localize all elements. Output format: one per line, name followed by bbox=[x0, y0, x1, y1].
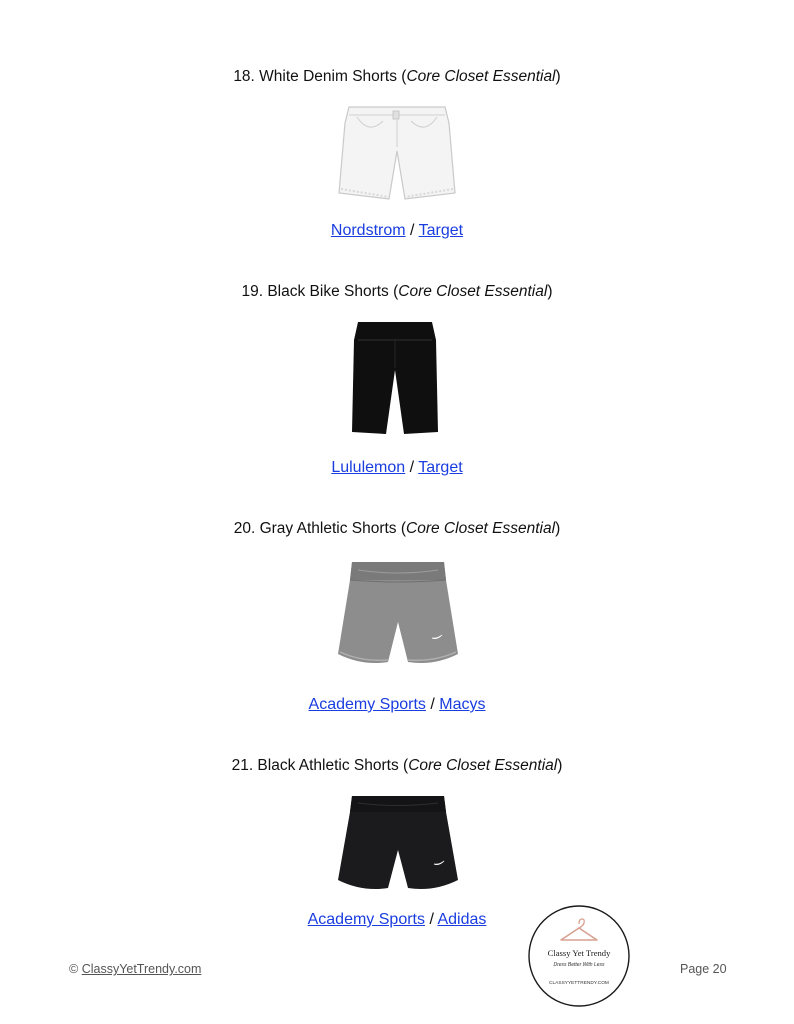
link-academy-sports[interactable]: Academy Sports bbox=[307, 911, 425, 928]
badge-tagline: Dress Better With Less bbox=[553, 962, 605, 968]
page-number: Page 20 bbox=[680, 962, 727, 976]
link-target[interactable]: Target bbox=[418, 459, 463, 476]
link-lululemon[interactable]: Lululemon bbox=[331, 459, 406, 476]
item-18-title: 18. White Denim Shorts (Core Closet Essential) bbox=[233, 68, 561, 85]
brand-logo-badge bbox=[527, 904, 631, 1008]
item-20-title: 20. Gray Athletic Shorts (Core Closet Essential) bbox=[233, 520, 561, 537]
black-bike-shorts-icon bbox=[350, 318, 440, 438]
badge-brand: Classy Yet Trendy bbox=[547, 948, 611, 958]
item-21-title: 21. Black Athletic Shorts (Core Closet Essential) bbox=[231, 757, 563, 774]
item-20-links: Academy Sports / Macys bbox=[308, 696, 486, 713]
item-21-links: Academy Sports / Adidas bbox=[307, 911, 487, 928]
link-academy-sports[interactable]: Academy Sports bbox=[308, 696, 426, 713]
gray-athletic-shorts-icon bbox=[336, 558, 460, 670]
link-target[interactable]: Target bbox=[418, 222, 464, 239]
link-adidas[interactable]: Adidas bbox=[437, 911, 487, 928]
badge-url: CLASSYYETTRENDY.COM bbox=[549, 981, 609, 986]
black-athletic-shorts-icon bbox=[336, 792, 460, 896]
footer-copyright: © ClassyYetTrendy.com bbox=[69, 962, 202, 976]
link-nordstrom[interactable]: Nordstrom bbox=[330, 222, 406, 239]
item-19-links: Lululemon / Target bbox=[331, 459, 463, 476]
footer-site-link[interactable]: ClassyYetTrendy.com bbox=[81, 962, 202, 976]
item-18-links: Nordstrom / Target bbox=[330, 222, 464, 239]
white-denim-shorts-icon bbox=[335, 101, 459, 201]
item-19-title: 19. Black Bike Shorts (Core Closet Essential) bbox=[241, 283, 553, 300]
link-macys[interactable]: Macys bbox=[439, 696, 486, 713]
